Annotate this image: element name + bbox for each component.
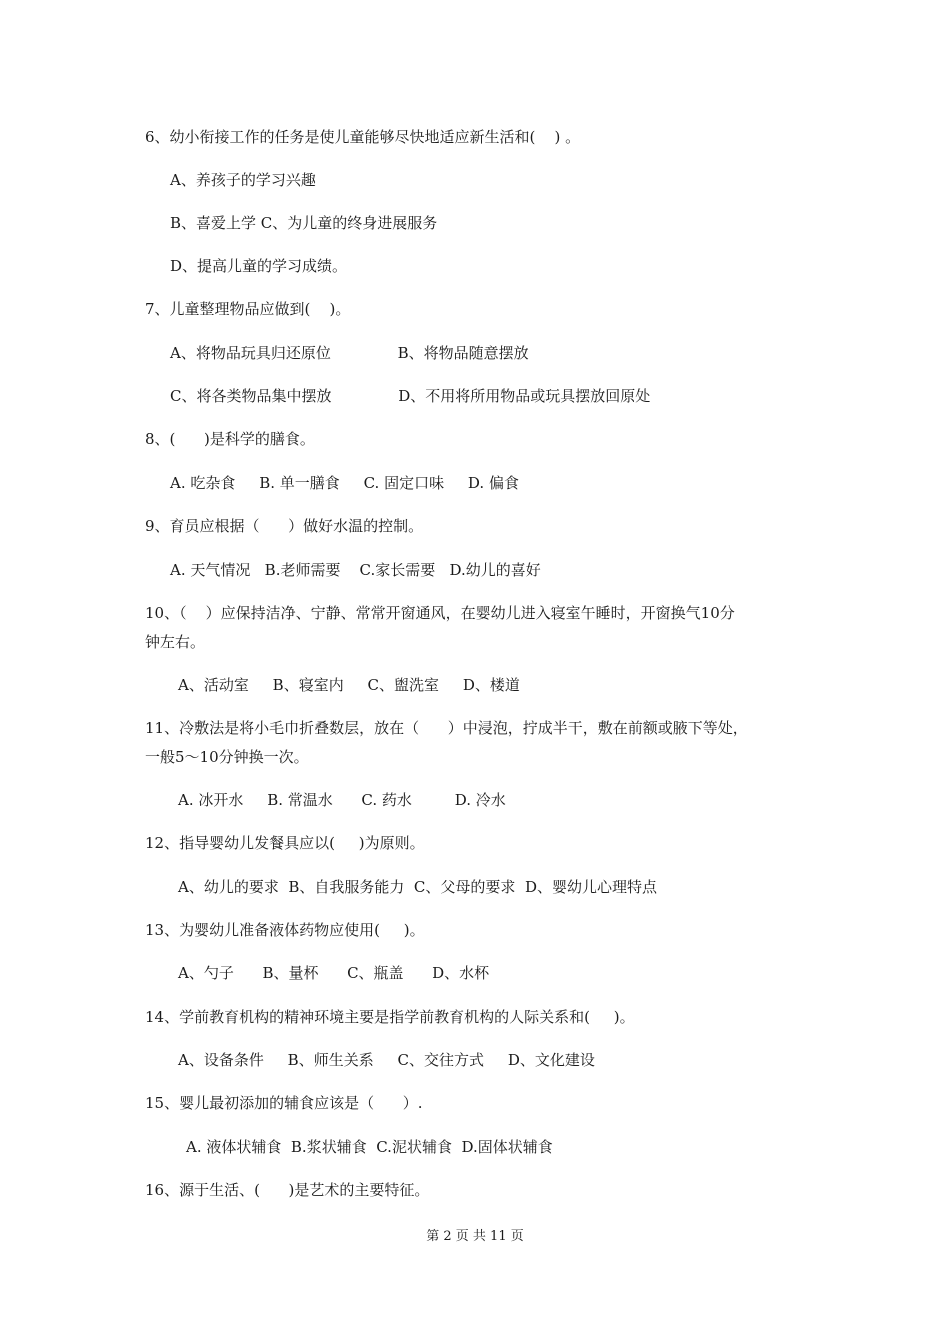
question-10-continued: 钟左右。 (145, 633, 206, 651)
question-16: 16、源于生活、( )是艺术的主要特征。 (145, 1181, 430, 1199)
question-6-option-d: D、提高儿童的学习成绩。 (170, 257, 348, 275)
question-12: 12、指导婴幼儿发餐具应以( )为原则。 (145, 834, 425, 852)
question-9-options: A. 天气情况 B.老师需要 C.家长需要 D.幼儿的喜好 (170, 561, 541, 579)
question-8: 8、( )是科学的膳食。 (145, 430, 315, 448)
question-8-options: A. 吃杂食 B. 单一膳食 C. 固定口味 D. 偏食 (170, 474, 519, 492)
question-11: 11、冷敷法是将小毛巾折叠数层，放在（ ）中浸泡，拧成半干，敷在前额或腋下等处， (145, 719, 748, 737)
question-6-option-a: A、养孩子的学习兴趣 (170, 171, 316, 189)
question-6: 6、幼小衔接工作的任务是使儿童能够尽快地适应新生活和( ) 。 (145, 128, 581, 146)
question-15-options: A. 液体状辅食 B.浆状辅食 C.泥状辅食 D.固体状辅食 (186, 1138, 553, 1156)
question-7-options-cd: C、将各类物品集中摆放 D、不用将所用物品或玩具摆放回原处 (170, 387, 651, 405)
question-14: 14、学前教育机构的精神环境主要是指学前教育机构的人际关系和( )。 (145, 1008, 635, 1026)
question-14-options: A、设备条件 B、师生关系 C、交往方式 D、文化建设 (178, 1051, 595, 1069)
question-6-option-b-c: B、喜爱上学 C、为儿童的终身进展服务 (170, 214, 438, 232)
question-7: 7、儿童整理物品应做到( )。 (145, 300, 351, 318)
question-11-continued: 一般5～10分钟换一次。 (145, 748, 309, 766)
question-7-options-ab: A、将物品玩具归还原位 B、将物品随意摆放 (170, 344, 529, 362)
question-15: 15、婴儿最初添加的辅食应该是（ ）. (145, 1094, 423, 1112)
question-11-options: A. 冰开水 B. 常温水 C. 药水 D. 冷水 (178, 791, 506, 809)
question-10-options: A、活动室 B、寝室内 C、盥洗室 D、楼道 (178, 676, 520, 694)
question-9: 9、育员应根据（ ）做好水温的控制。 (145, 517, 424, 535)
question-12-options: A、幼儿的要求 B、自我服务能力 C、父母的要求 D、婴幼儿心理特点 (178, 878, 657, 896)
question-13: 13、为婴幼儿准备液体药物应使用( )。 (145, 921, 425, 939)
page-footer: 第 2 页 共 11 页 (426, 1229, 524, 1244)
question-13-options: A、勺子 B、量杯 C、瓶盖 D、水杯 (178, 964, 490, 982)
question-10: 10、（ ）应保持洁净、宁静、常常开窗通风，在婴幼儿进入寝室午睡时，开窗换气10分 (145, 604, 735, 622)
